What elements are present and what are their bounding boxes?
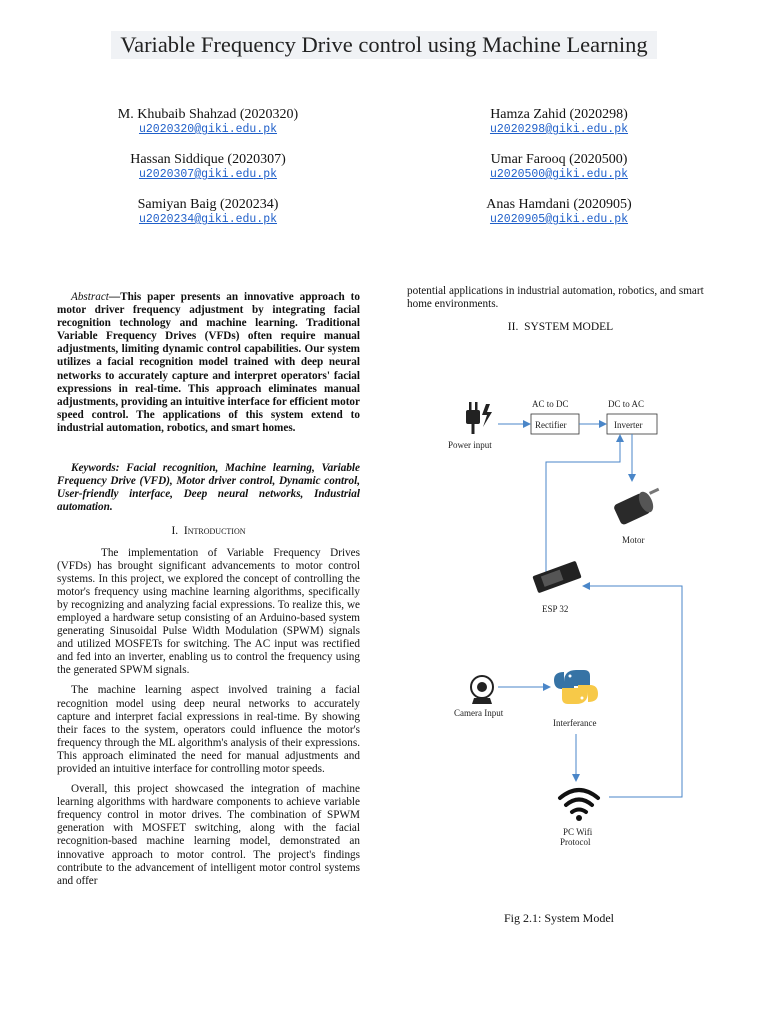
author-block: [78, 107, 338, 136]
label-protocol: Protocol: [560, 837, 591, 847]
abstract-label: Abstract: [71, 291, 109, 303]
label-rectifier: Rectifier: [535, 420, 567, 430]
keywords-label: Keywords:: [71, 462, 120, 475]
wifi-icon: [560, 790, 598, 812]
arrow-pc-to-esp: [584, 586, 682, 797]
author-block: [78, 197, 338, 226]
label-ac-to-dc: AC to DC: [532, 399, 569, 409]
author-block: [429, 197, 689, 226]
keywords-text: Facial recognition, Machine learning, Variable Frequency Drive (VFD), Motor driver control, Dynamic control, User-friendly interface, Deep neural networks, Industrial automation.: [57, 462, 360, 514]
author-name: Umar Farooq (2020500): [490, 152, 628, 167]
figure-caption: Fig 2.1: System Model: [503, 911, 614, 925]
camera-icon: [471, 676, 493, 704]
author-email[interactable]: u2020298@giki.edu.pk: [489, 123, 629, 136]
author-email[interactable]: u2020320@giki.edu.pk: [138, 123, 278, 136]
author-name: Samiyan Baig (2020234): [137, 197, 279, 212]
label-esp32: ESP 32: [542, 604, 569, 614]
esp32-board-icon: [532, 561, 581, 594]
motor-icon: [613, 488, 659, 526]
author-email[interactable]: u2020307@giki.edu.pk: [138, 168, 278, 181]
label-motor: Motor: [622, 535, 645, 545]
section-number: II.: [507, 321, 519, 334]
intro-paragraph: Overall, this project showcased the integration of machine learning algorithms with hardware components to achieve variable frequency control in motor drives. The combination of SPWM generation with MOSFET switching, along with the facial recognition-based machine learning model, demonstrated an innovative approach to motor control. The project's findings contribute to the advancement of intelligent motor control systems and offer: [57, 783, 360, 887]
abstract-text: This paper presents an innovative approach to motor driver frequency adjustment by integrating facial recognition technology and machine learning. Traditional Variable Frequency Drives (VFDs) often require manual adjustments, limiting dynamic control capabilities. Our system utilizes a facial recognition model trained with deep neural networks to accurately capture and interpret operators' facial expressions in real-time. This approach eliminates manual adjustments, providing an intuitive interface for efficient motor speed control. The applications of this system extend to industrial automation, robotics, and smart homes.: [57, 291, 360, 434]
section-heading-introduction: [57, 525, 360, 538]
author-name: M. Khubaib Shahzad (2020320): [117, 107, 299, 122]
label-camera-input: Camera Input: [454, 708, 504, 718]
label-dc-to-ac: DC to AC: [608, 399, 645, 409]
author-email[interactable]: u2020234@giki.edu.pk: [138, 213, 278, 226]
label-power-input: Power input: [448, 440, 492, 450]
author-name: Anas Hamdani (2020905): [486, 197, 632, 212]
system-model-diagram: [434, 352, 684, 872]
intro-paragraph: The machine learning aspect involved training a facial recognition model using deep neural networks to accurately capture and interpret facial expressions in real-time. By showing their faces to the system, operators could influence the motor's frequency through the ML algorithm's analysis of their expressions. This approach eliminated the need for manual adjustments and provided an intuitive interface for controlling motor speeds.: [57, 684, 360, 775]
author-name: Hamza Zahid (2020298): [490, 107, 628, 122]
continuation-paragraph: potential applications in industrial automation, robotics, and smart home environments.: [407, 285, 704, 311]
abstract: Abstract—This paper presents an innovative approach to motor driver frequency adjustment by integrating facial recognition technology and machine learning. Traditional Variable Frequency Drives (VFDs) often require manual adjustments, limiting dynamic control capabilities. Our system utilizes a facial recognition model trained with deep neural networks to accurately capture and interpret operators' facial expressions in real-time. This approach eliminates manual adjustments, providing an intuitive interface for efficient motor speed control. The applications of this system extend to industrial automation, robotics, and smart homes.: [57, 291, 360, 434]
keywords: [57, 462, 360, 514]
author-block: [429, 107, 689, 136]
arrow-esp-to-inverter: [546, 436, 620, 580]
author-block: [78, 152, 338, 181]
label-inverter: Inverter: [614, 420, 643, 430]
label-pc-wifi: PC Wifi: [563, 827, 593, 837]
label-interference: Interferance: [553, 718, 597, 728]
section-heading-system-model: [407, 321, 714, 334]
wifi-dot: [576, 815, 582, 821]
right-column: [407, 285, 714, 334]
author-email[interactable]: u2020905@giki.edu.pk: [489, 213, 629, 226]
section-title: SYSTEM MODEL: [524, 321, 614, 334]
intro-paragraph: The implementation of Variable Frequency Drives (VFDs) has brought significant advancements to motor control systems. In this project, we explored the concept of controlling the motor's frequency using machine learning algorithms, specifically by recognizing and analyzing facial expressions. To realize this, we employed a hardware setup consisting of an Arduino-based system generating Sinusoidal Pulse Width Modulation (SPWM) signals and utilized MOSFETs for switching. The AC input was rectified and fed into an inverter, enabling us to control the frequency using the generated SPWM signals.: [57, 546, 360, 677]
section-title: Introduction: [183, 525, 246, 538]
author-name: Hassan Siddique (2020307): [130, 152, 286, 167]
author-email[interactable]: u2020500@giki.edu.pk: [489, 168, 629, 181]
left-column: [57, 291, 360, 888]
author-block: [429, 152, 689, 181]
section-number: I.: [171, 525, 179, 538]
power-plug-icon: [466, 402, 492, 434]
paper-title: Variable Frequency Drive control using Machine Learning: [111, 31, 657, 59]
python-logo-icon: [554, 670, 598, 704]
